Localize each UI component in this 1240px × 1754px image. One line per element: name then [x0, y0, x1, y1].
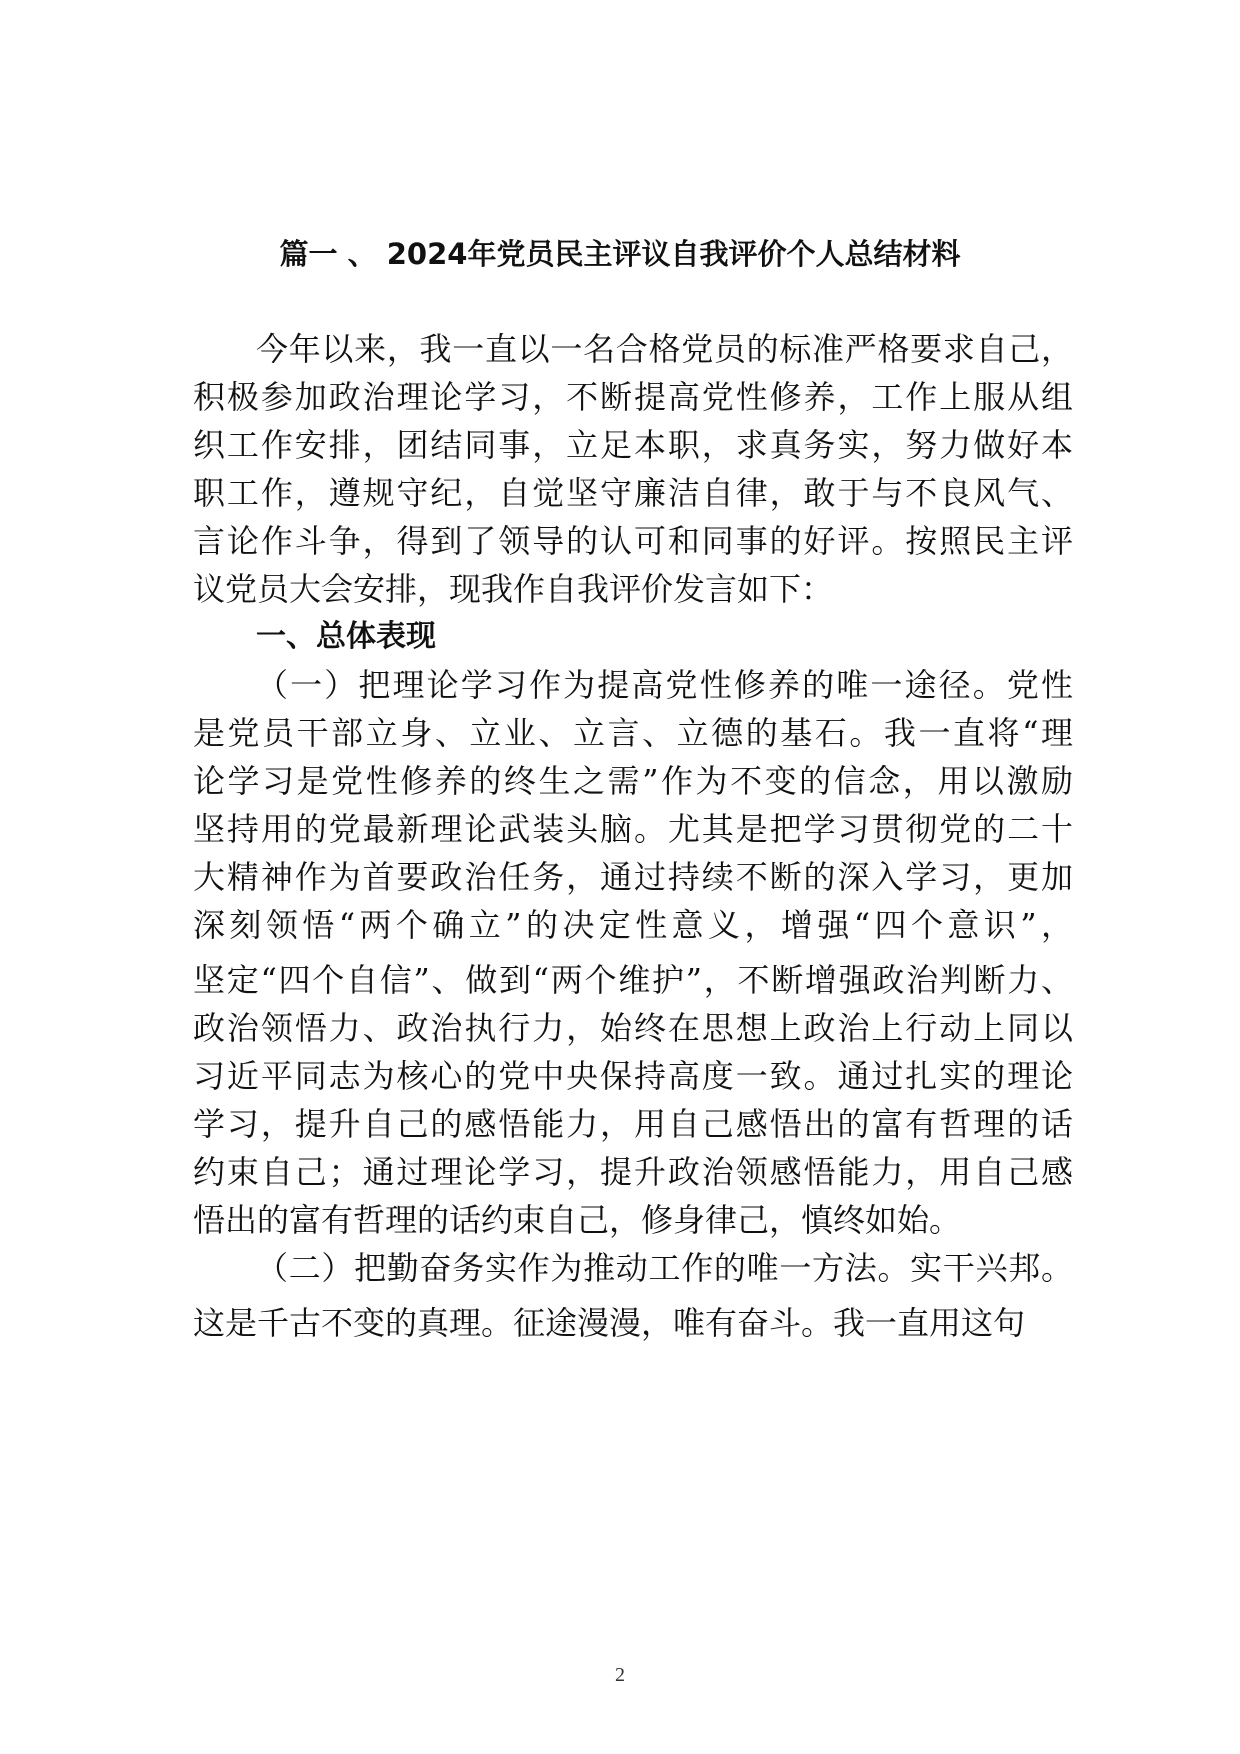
para1-line-2: 是党员干部立身、立业、立言、立德的基石。我一直将“理	[193, 714, 1073, 752]
intro-line-6: 议党员大会安排，现我作自我评价发言如下：	[193, 570, 834, 608]
intro-line-2: 积极参加政治理论学习，不断提高党性修养，工作上服从组	[193, 378, 1073, 416]
intro-line-5: 言论作斗争，得到了领导的认可和同事的好评。按照民主评	[193, 522, 1073, 560]
para2-line-1: （二）把勤奋务实作为推动工作的唯一方法。实干兴邦。	[256, 1249, 1073, 1287]
intro-line-3: 织工作安排，团结同事，立足本职，求真务实，努力做好本	[193, 426, 1073, 464]
para1-line-9: 习近平同志为核心的党中央保持高度一致。通过扎实的理论	[193, 1057, 1073, 1095]
para1-line-5: 大精神作为首要政治任务，通过持续不断的深入学习，更加	[193, 858, 1073, 896]
para1-line-11: 约束自己；通过理论学习，提升政治领感悟能力，用自己感	[193, 1153, 1073, 1191]
page-number: 2	[615, 1664, 625, 1686]
section-heading: 一、总体表现	[256, 619, 436, 654]
para1-line-4: 坚持用的党最新理论武装头脑。尤其是把学习贯彻党的二十	[193, 810, 1073, 848]
para1-line-12: 悟出的富有哲理的话约束自己，修身律己，慎终如始。	[193, 1201, 962, 1239]
para1-line-3: 论学习是党性修养的终生之需”作为不变的信念，用以激励	[193, 762, 1073, 800]
para2-line-2: 这是千古不变的真理。征途漫漫，唯有奋斗。我一直用这句	[193, 1304, 1026, 1342]
para1-line-7: 坚定“四个自信”、做到“两个维护”，不断增强政治判断力、	[193, 961, 1073, 999]
para1-line-10: 学习，提升自己的感悟能力，用自己感悟出的富有哲理的话	[193, 1105, 1073, 1143]
para1-line-8: 政治领悟力、政治执行力，始终在思想上政治上行动上同以	[193, 1009, 1073, 1047]
para1-line-1: （一）把理论学习作为提高党性修养的唯一途径。党性	[256, 666, 1073, 704]
intro-line-1: 今年以来，我一直以一名合格党员的标准严格要求自己，	[256, 330, 1073, 368]
intro-line-4: 职工作，遵规守纪，自觉坚守廉洁自律，敢于与不良风气、	[193, 474, 1073, 512]
para1-line-6: 深刻领悟“两个确立”的决定性意义，增强“四个意识”，	[193, 906, 1073, 944]
document-title: 篇一 、 2024年党员民主评议自我评价个人总结材料	[279, 237, 961, 271]
